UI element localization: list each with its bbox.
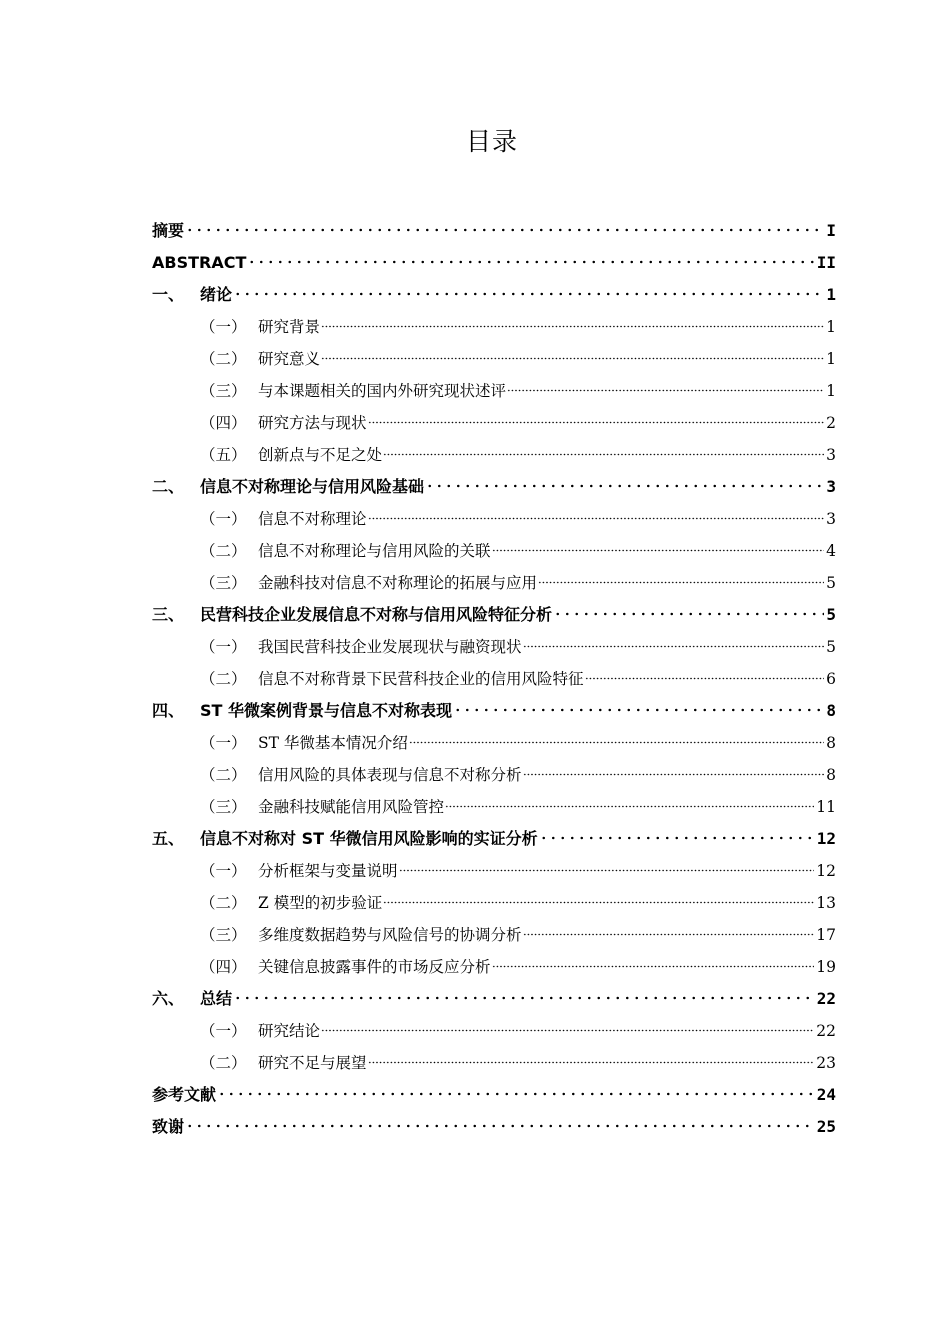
toc-dot-leader	[425, 484, 824, 488]
toc-entry-section[interactable]	[152, 887, 836, 919]
toc-entry-chapter[interactable]	[152, 1111, 836, 1143]
toc-entry-title: 摘要	[152, 221, 185, 240]
toc-dot-leader	[321, 325, 824, 328]
toc-dot-leader	[523, 933, 815, 936]
toc-entry-page-number: 5	[826, 574, 836, 592]
toc-entry-title: ST 华微案例背景与信息不对称表现	[200, 701, 453, 720]
toc-dot-leader	[383, 901, 814, 904]
toc-entry-number: （三）	[200, 926, 247, 944]
toc-entry-number: （一）	[200, 862, 247, 880]
toc-entry-page-number: 5	[826, 638, 836, 656]
toc-entry-page-number: 5	[826, 605, 836, 624]
toc-dot-leader	[399, 869, 815, 872]
toc-entry-section[interactable]	[152, 375, 836, 407]
toc-entry-number: 六、	[152, 989, 185, 1008]
toc-entry-chapter[interactable]	[152, 279, 836, 311]
toc-entry-title: 民营科技企业发展信息不对称与信用风险特征分析	[200, 605, 553, 624]
toc-entry-title: Z 模型的初步验证	[258, 894, 383, 912]
toc-entry-section[interactable]	[152, 503, 836, 535]
toc-entry-section[interactable]	[152, 1015, 836, 1047]
toc-entry-section[interactable]	[152, 791, 836, 823]
toc-entry-number: （二）	[200, 670, 247, 688]
toc-entry-number: （一）	[200, 1022, 247, 1040]
toc-entry-section[interactable]	[152, 759, 836, 791]
toc-entry-page-number: 6	[826, 670, 836, 688]
toc-entry-page-number: 2	[826, 414, 836, 432]
table-of-contents	[152, 215, 836, 1143]
toc-entry-title: 研究不足与展望	[258, 1054, 367, 1072]
toc-entry-chapter[interactable]	[152, 983, 836, 1015]
toc-entry-page-number: 24	[816, 1085, 836, 1104]
toc-entry-title: 金融科技对信息不对称理论的拓展与应用	[258, 574, 538, 592]
toc-entry-number: 三、	[152, 605, 185, 624]
toc-dot-leader	[368, 1061, 815, 1064]
toc-entry-title: 研究结论	[258, 1022, 321, 1040]
toc-entry-page-number: 22	[816, 1022, 836, 1040]
toc-entry-section[interactable]	[152, 1047, 836, 1079]
toc-entry-number: 五、	[152, 829, 185, 848]
toc-entry-section[interactable]	[152, 567, 836, 599]
toc-entry-chapter[interactable]	[152, 471, 836, 503]
toc-dot-leader	[368, 421, 825, 424]
toc-entry-chapter[interactable]	[152, 695, 836, 727]
toc-entry-page-number: I	[826, 221, 836, 240]
toc-entry-chapter[interactable]	[152, 1079, 836, 1111]
toc-entry-page-number: 1	[826, 350, 836, 368]
toc-dot-leader	[409, 741, 824, 744]
toc-entry-title: 研究背景	[258, 318, 321, 336]
toc-entry-section[interactable]	[152, 951, 836, 983]
toc-entry-section[interactable]	[152, 407, 836, 439]
toc-entry-page-number: 8	[826, 734, 836, 752]
toc-entry-section[interactable]	[152, 855, 836, 887]
toc-entry-number: （一）	[200, 318, 247, 336]
toc-entry-title: ST 华微基本情况介绍	[258, 734, 408, 752]
toc-entry-page-number: 1	[826, 285, 836, 304]
toc-entry-title: 我国民营科技企业发展现状与融资现状	[258, 638, 522, 656]
toc-entry-title: 致谢	[152, 1117, 185, 1136]
toc-entry-title: 创新点与不足之处	[258, 446, 383, 464]
toc-entry-page-number: 1	[826, 382, 836, 400]
toc-dot-leader	[523, 645, 825, 648]
toc-entry-title: 研究意义	[258, 350, 321, 368]
toc-dot-leader	[217, 1092, 815, 1096]
toc-entry-chapter[interactable]	[152, 215, 836, 247]
toc-entry-chapter[interactable]	[152, 823, 836, 855]
toc-entry-page-number: 4	[826, 542, 836, 560]
toc-dot-leader	[492, 549, 825, 552]
toc-entry-page-number: 8	[826, 766, 836, 784]
toc-entry-section[interactable]	[152, 727, 836, 759]
toc-dot-leader	[247, 260, 814, 264]
toc-entry-title: ABSTRACT	[152, 253, 247, 272]
toc-entry-section[interactable]	[152, 919, 836, 951]
toc-entry-number: 四、	[152, 701, 185, 720]
toc-entry-number: （二）	[200, 1054, 247, 1072]
toc-entry-chapter[interactable]	[152, 599, 836, 631]
toc-entry-number: （一）	[200, 510, 247, 528]
toc-entry-number: （二）	[200, 542, 247, 560]
toc-entry-title: 信息不对称理论与信用风险的关联	[258, 542, 491, 560]
toc-entry-title: 参考文献	[152, 1085, 217, 1104]
toc-entry-title: 信息不对称理论	[258, 510, 367, 528]
toc-entry-number: （三）	[200, 798, 247, 816]
toc-dot-leader	[321, 1029, 814, 1032]
toc-dot-leader	[185, 1124, 815, 1128]
toc-entry-page-number: 3	[826, 510, 836, 528]
toc-entry-number: （一）	[200, 734, 247, 752]
toc-entry-title: 与本课题相关的国内外研究现状述评	[258, 382, 507, 400]
toc-dot-leader	[585, 677, 825, 680]
toc-dot-leader	[233, 996, 815, 1000]
page-title: 目录	[465, 127, 518, 156]
toc-entry-page-number: 3	[826, 446, 836, 464]
toc-dot-leader	[445, 805, 814, 808]
toc-entry-page-number: 12	[816, 829, 836, 848]
toc-dot-leader	[539, 836, 815, 840]
toc-dot-leader	[538, 581, 824, 584]
toc-entry-title: 金融科技赋能信用风险管控	[258, 798, 445, 816]
toc-entry-title: 关键信息披露事件的市场反应分析	[258, 958, 491, 976]
toc-entry-title: 总结	[200, 989, 233, 1008]
toc-dot-leader	[553, 612, 824, 616]
toc-entry-page-number: 19	[816, 958, 836, 976]
toc-entry-title: 多维度数据趋势与风险信号的协调分析	[258, 926, 522, 944]
toc-entry-number: （三）	[200, 574, 247, 592]
toc-entry-title: 信息不对称对 ST 华微信用风险影响的实证分析	[200, 829, 538, 848]
toc-dot-leader	[523, 773, 825, 776]
toc-entry-title: 信息不对称理论与信用风险基础	[200, 477, 425, 496]
toc-dot-leader	[383, 453, 824, 456]
toc-dot-leader	[233, 292, 824, 296]
toc-entry-title: 绪论	[200, 285, 233, 304]
toc-entry-page-number: 23	[816, 1054, 836, 1072]
toc-entry-page-number: 22	[816, 989, 836, 1008]
toc-entry-number: （二）	[200, 894, 247, 912]
toc-entry-number: （二）	[200, 766, 247, 784]
toc-entry-number: （四）	[200, 958, 247, 976]
toc-dot-leader	[507, 389, 824, 392]
toc-entry-page-number: II	[816, 253, 836, 272]
toc-entry-page-number: 13	[816, 894, 836, 912]
toc-entry-page-number: 1	[826, 318, 836, 336]
toc-entry-number: （四）	[200, 414, 247, 432]
toc-dot-leader	[453, 708, 824, 712]
toc-entry-section[interactable]	[152, 311, 836, 343]
toc-entry-page-number: 8	[826, 701, 836, 720]
toc-entry-page-number: 3	[826, 477, 836, 496]
toc-dot-leader	[321, 357, 824, 360]
toc-dot-leader	[368, 517, 825, 520]
toc-entry-number: （一）	[200, 638, 247, 656]
toc-entry-number: （二）	[200, 350, 247, 368]
toc-entry-number: 一、	[152, 285, 185, 304]
toc-entry-page-number: 25	[816, 1117, 836, 1136]
toc-entry-page-number: 17	[816, 926, 836, 944]
toc-entry-section[interactable]	[152, 663, 836, 695]
toc-entry-title: 信息不对称背景下民营科技企业的信用风险特征	[258, 670, 584, 688]
toc-dot-leader	[492, 965, 815, 968]
toc-entry-number: （三）	[200, 382, 247, 400]
toc-entry-section[interactable]	[152, 439, 836, 471]
toc-entry-number: （五）	[200, 446, 247, 464]
toc-entry-chapter[interactable]	[152, 247, 836, 279]
toc-entry-title: 信用风险的具体表现与信息不对称分析	[258, 766, 522, 784]
toc-entry-page-number: 12	[816, 862, 836, 880]
toc-entry-page-number: 11	[816, 798, 836, 816]
toc-entry-title: 研究方法与现状	[258, 414, 367, 432]
toc-entry-section[interactable]	[152, 535, 836, 567]
toc-entry-section[interactable]	[152, 343, 836, 375]
toc-entry-number: 二、	[152, 477, 185, 496]
toc-entry-section[interactable]	[152, 631, 836, 663]
toc-entry-title: 分析框架与变量说明	[258, 862, 398, 880]
toc-dot-leader	[185, 228, 824, 232]
